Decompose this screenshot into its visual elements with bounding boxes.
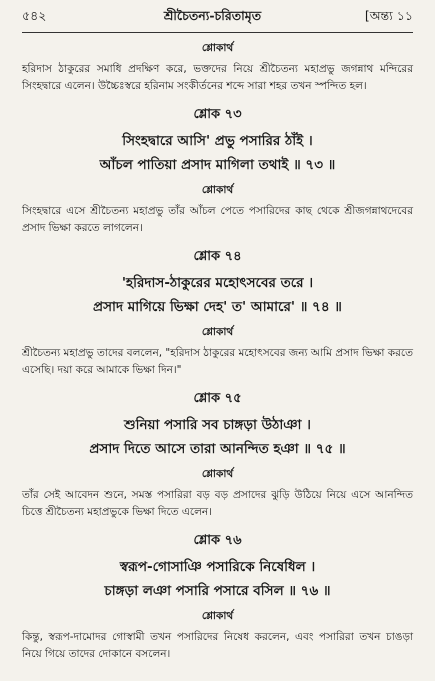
translation-paragraph: হরিদাস ঠাকুরের সমাধি প্রদক্ষিণ করে, ভক্তদের নিয়ে শ্রীচৈতন্য মহাপ্রভু জগন্নাথ মন্দিরের সিংহদ্বারে এলেন। উচ্চৈঃস্বরে হরিনাম সংকীর্তনের শব্দে সারা শহর তখন স্পন্দিত হল। bbox=[22, 63, 413, 92]
verse-number-heading: শ্লোক ৭৪ bbox=[193, 249, 242, 264]
translation-label: শ্লোকার্থ bbox=[201, 610, 234, 622]
page-content bbox=[22, 41, 413, 663]
translation-label: শ্লোকার্থ bbox=[201, 42, 234, 54]
verse-line: শুনিয়া পসারি সব চাঙ্গড়া উঠাঞা । bbox=[124, 417, 311, 433]
verse-line: 'হরিদাস-ঠাকুরের মহোৎসবের তরে । bbox=[121, 275, 314, 291]
translation-paragraph: সিংহদ্বারে এসে শ্রীচৈতন্য মহাপ্রভু তাঁর আঁচল পেতে পসারিদের কাছ থেকে শ্রীজগন্নাথদেবের প্রসাদ ভিক্ষা করতে লাগলেন। bbox=[22, 205, 413, 234]
section-reference: [অন্ত্য ১১ bbox=[364, 8, 413, 23]
translation-paragraph: শ্রীচৈতন্য মহাপ্রভু তাদের বললেন, "হরিদাস ঠাকুরের মহোৎসবের জন্য আমি প্রসাদ ভিক্ষা করতে এসেছি। দয়া করে আমাকে ভিক্ষা দিন।" bbox=[22, 347, 413, 376]
verse-line: প্রসাদ মাগিয়ে ভিক্ষা দেহ' ত' আমারে' ॥ ৭৪ ॥ bbox=[93, 299, 342, 315]
translation-paragraph: কিন্তু, স্বরূপ-দামোদর গোস্বামী তখন পসারিদের নিষেধ করলেন, এবং পসারিরা তখন চাঙড়া নিয়ে গিয়ে তাদের দোকানে বসলেন। bbox=[22, 631, 413, 660]
verse-number-heading: শ্লোক ৭৩ bbox=[193, 107, 242, 122]
header-rule bbox=[22, 32, 413, 33]
page-number: ৫৪২ bbox=[22, 8, 47, 23]
running-header bbox=[22, 8, 413, 30]
translation-paragraph: তাঁর সেই আবেদন শুনে, সমস্ত পসারিরা বড় বড় প্রসাদের ঝুড়ি উঠিয়ে নিয়ে এসে আনন্দিত চিত্তে শ্রীচৈতন্য মহাপ্রভুকে ভিক্ষা দিতে এলেন। bbox=[22, 489, 413, 518]
verse-line: আঁচল পাতিয়া প্রসাদ মাগিলা তথাই ॥ ৭৩ ॥ bbox=[99, 157, 336, 173]
verse-number-heading: শ্লোক ৭৬ bbox=[193, 533, 242, 548]
verse-line: সিংহদ্বারে আসি' প্রভু পসারির ঠাঁই । bbox=[122, 133, 313, 149]
verse-number-heading: শ্লোক ৭৫ bbox=[193, 391, 242, 406]
translation-label: শ্লোকার্থ bbox=[201, 326, 234, 338]
translation-label: শ্লোকার্থ bbox=[201, 468, 234, 480]
verse-line: চাঙ্গড়া লঞা পসারি পসারে বসিল ॥ ৭৬ ॥ bbox=[104, 583, 331, 599]
verse-line: স্বরূপ-গোসাঞি পসারিকে নিষেধিল । bbox=[119, 559, 316, 575]
verse-line: প্রসাদ দিতে আসে তারা আনন্দিত হঞা ॥ ৭৫ ॥ bbox=[89, 441, 346, 457]
translation-label: শ্লোকার্থ bbox=[201, 184, 234, 196]
book-title: শ্রীচৈতন্য-চরিতামৃত bbox=[163, 8, 262, 23]
